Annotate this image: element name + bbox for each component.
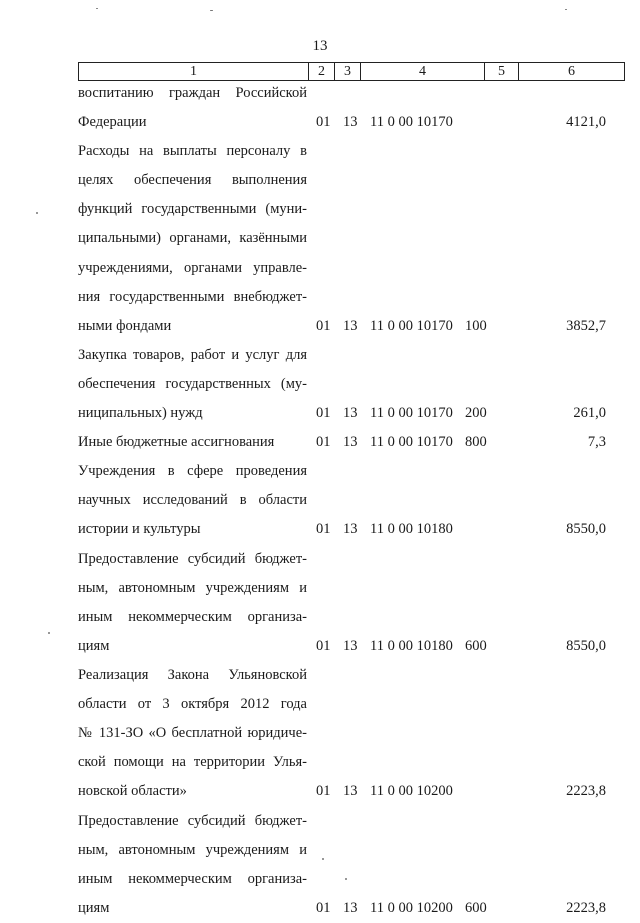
subsection-code: 13 [343,783,358,800]
section-code: 01 [316,405,331,422]
target-article-code: 11 0 00 10200 [370,899,453,916]
description-line: ния государственными внебюджет- [78,288,307,305]
amount: 2223,8 [566,783,606,800]
row-description [78,457,307,544]
amount: 3852,7 [566,317,606,334]
description-line: Реализация Закона Ульяновской [78,667,307,683]
scan-speck [210,10,213,11]
expense-type-code: 100 [465,317,487,334]
scan-speck [565,9,567,10]
description-line: истории и культуры [78,521,201,538]
subsection-code: 13 [343,899,358,916]
description-line: новской области» [78,783,187,800]
scan-speck [345,878,347,880]
description-line: области от 3 октября 2012 года [78,696,307,713]
target-article-code: 11 0 00 10180 [370,637,453,654]
section-code: 01 [316,434,331,451]
description-line: научных исследований в области [78,492,307,509]
section-code: 01 [316,783,331,800]
description-line: циям [78,637,110,654]
column-header-3: 3 [335,63,361,81]
description-line: функций государственными (муни- [78,201,307,218]
scan-speck [96,8,98,9]
description-line: Закупка товаров, работ и услуг для [78,346,307,363]
description-line: ным, автономным учреждениям и [78,841,307,858]
description-line: Предоставление субсидий бюджет- [78,550,307,567]
description-line: ципальными) органами, казёнными [78,230,307,247]
amount: 8550,0 [566,521,606,538]
description-line: иным некоммерческим организа- [78,870,307,887]
row-description [78,137,307,341]
row-description [78,79,307,137]
row-description [78,545,307,661]
subsection-code: 13 [343,521,358,538]
column-header-5: 5 [485,63,519,81]
row-description [78,807,307,923]
column-header-6: 6 [519,63,625,81]
target-article-code: 11 0 00 10180 [370,521,453,538]
description-line: ными фондами [78,317,172,334]
row-description [78,428,307,457]
section-code: 01 [316,899,331,916]
description-line: ниципальных) нужд [78,405,203,422]
description-line: Иные бюджетные ассигнования [78,434,275,451]
amount: 8550,0 [566,637,606,654]
column-header-2: 2 [309,63,335,81]
description-line: целях обеспечения выполнения [78,172,307,189]
page-number: 13 [312,38,328,54]
amount: 2223,8 [566,899,606,916]
section-code: 01 [316,521,331,538]
section-code: 01 [316,637,331,654]
section-code: 01 [316,317,331,334]
description-line: воспитанию граждан Российской [78,85,307,101]
description-line: иным некоммерческим организа- [78,608,307,625]
scan-speck [322,858,324,860]
scan-speck [36,212,38,214]
target-article-code: 11 0 00 10170 [370,405,453,422]
expense-type-code: 800 [465,434,487,451]
amount: 261,0 [573,405,606,422]
description-line: учреждениями, органами управле- [78,259,307,276]
description-line: Учреждения в сфере проведения [78,463,307,480]
subsection-code: 13 [343,637,358,654]
section-code: 01 [316,114,331,131]
target-article-code: 11 0 00 10170 [370,114,453,131]
description-line: обеспечения государственных (му- [78,375,307,392]
description-line: № 131-ЗО «О бесплатной юридиче- [78,725,307,742]
description-line: ным, автономным учреждениям и [78,579,307,596]
description-line: Расходы на выплаты персоналу в [78,143,307,160]
row-description [78,341,307,428]
subsection-code: 13 [343,434,358,451]
target-article-code: 11 0 00 10170 [370,317,453,334]
amount: 4121,0 [566,114,606,131]
subsection-code: 13 [343,114,358,131]
target-article-code: 11 0 00 10200 [370,783,453,800]
expense-type-code: 600 [465,899,487,916]
expense-type-code: 200 [465,405,487,422]
description-line: Предоставление субсидий бюджет- [78,812,307,829]
scan-speck [48,632,50,634]
description-line: циям [78,899,110,916]
expense-type-code: 600 [465,637,487,654]
subsection-code: 13 [343,317,358,334]
description-line: ской помощи на территории Улья- [78,754,307,771]
column-header-4: 4 [361,63,485,81]
column-header-1: 1 [79,63,309,81]
row-description [78,661,307,806]
target-article-code: 11 0 00 10170 [370,434,453,451]
description-line: Федерации [78,114,147,131]
subsection-code: 13 [343,405,358,422]
amount: 7,3 [587,434,606,451]
